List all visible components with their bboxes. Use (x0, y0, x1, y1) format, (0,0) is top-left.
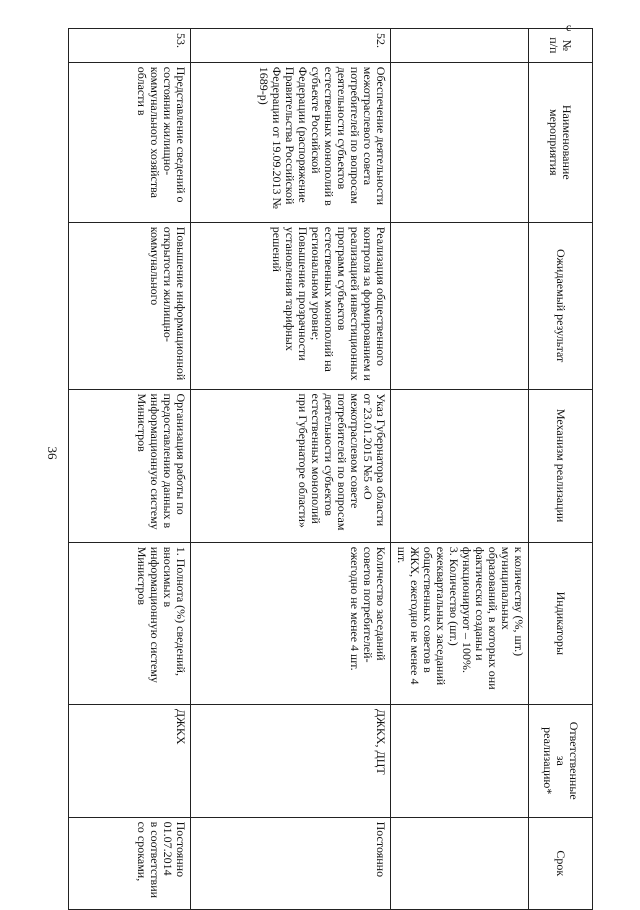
cell-term: Постоянно (191, 817, 391, 909)
header-result: Ожидаемый результат (529, 222, 593, 389)
cell-mechanism (391, 389, 529, 542)
cell-term: Постоянно 01.07.2014 в соответствии со сроками, (69, 817, 191, 909)
cell-no: 53. (69, 29, 191, 63)
cell-name: Представление сведений о состоянии жилищно-коммунального хозяйства области в (69, 62, 191, 222)
table-row (191, 29, 391, 910)
cell-term (391, 817, 529, 909)
cell-indicators: 1. Полнота (%) сведений, вносимых в информационную систему Министров (69, 542, 191, 704)
cell-result: Повышение информационной открытости жилищно-коммунального (69, 222, 191, 389)
cell-name: Обеспечение деятельности межотраслевого совета потребителей по вопросам деятельности субъектов естественных монополий в субъекте Российской Федерации (распоряжение Правительства Российской Федерации от 19.09.2013 № 1689-р) (191, 62, 391, 222)
page-number: 36 (45, 446, 60, 460)
cell-responsible (391, 704, 529, 817)
table-row (69, 29, 191, 910)
header-indicators: Индикаторы (529, 542, 593, 704)
cell-result (391, 222, 529, 389)
cell-indicators: Количество заседаний советов потребителей-ежегодно не менее 4 шт. (191, 542, 391, 704)
header-row (529, 29, 593, 910)
cell-mechanism: Указ Губернатора области от 23.01.2015 №5 «О межотраслевом совете потребителей по вопросам деятельности субъектов естественных монополий при Губернаторе области» (191, 389, 391, 542)
cell-responsible: ДЖКХ, ДЦТ (191, 704, 391, 817)
cell-name (391, 62, 529, 222)
header-responsible: Ответственные за реализацию* (529, 704, 593, 817)
cell-responsible: ДЖКХ (69, 704, 191, 817)
header-term: Срок (529, 817, 593, 909)
measures-table (68, 28, 593, 910)
measures-table-rotated (68, 28, 593, 910)
cell-indicators: к количеству (%, шт.) муниципальных образований, в которых они фактически созданы и функционируют – 100%. 3. Количество (шт.) ежеквартальных заседаний общественных советов в ЖКХ, ежегодно не менее 4 шт. (391, 542, 529, 704)
header-name: Наименование мероприятия (529, 62, 593, 222)
cell-no: 52. (191, 29, 391, 63)
stray-mark: с (566, 20, 572, 34)
header-no: № п/п (529, 29, 593, 63)
table-row (391, 29, 529, 910)
header-mechanism: Механизм реализации (529, 389, 593, 542)
cell-no (391, 29, 529, 63)
cell-result: Реализация общественного контроля за формированием и реализацией инвестиционных программ субъектов естественных монополий на региональном уровне; Повышение прозрачности установления тарифных решений (191, 222, 391, 389)
cell-mechanism: Организация работы по предоставлению данных в информационную систему Министров (69, 389, 191, 542)
